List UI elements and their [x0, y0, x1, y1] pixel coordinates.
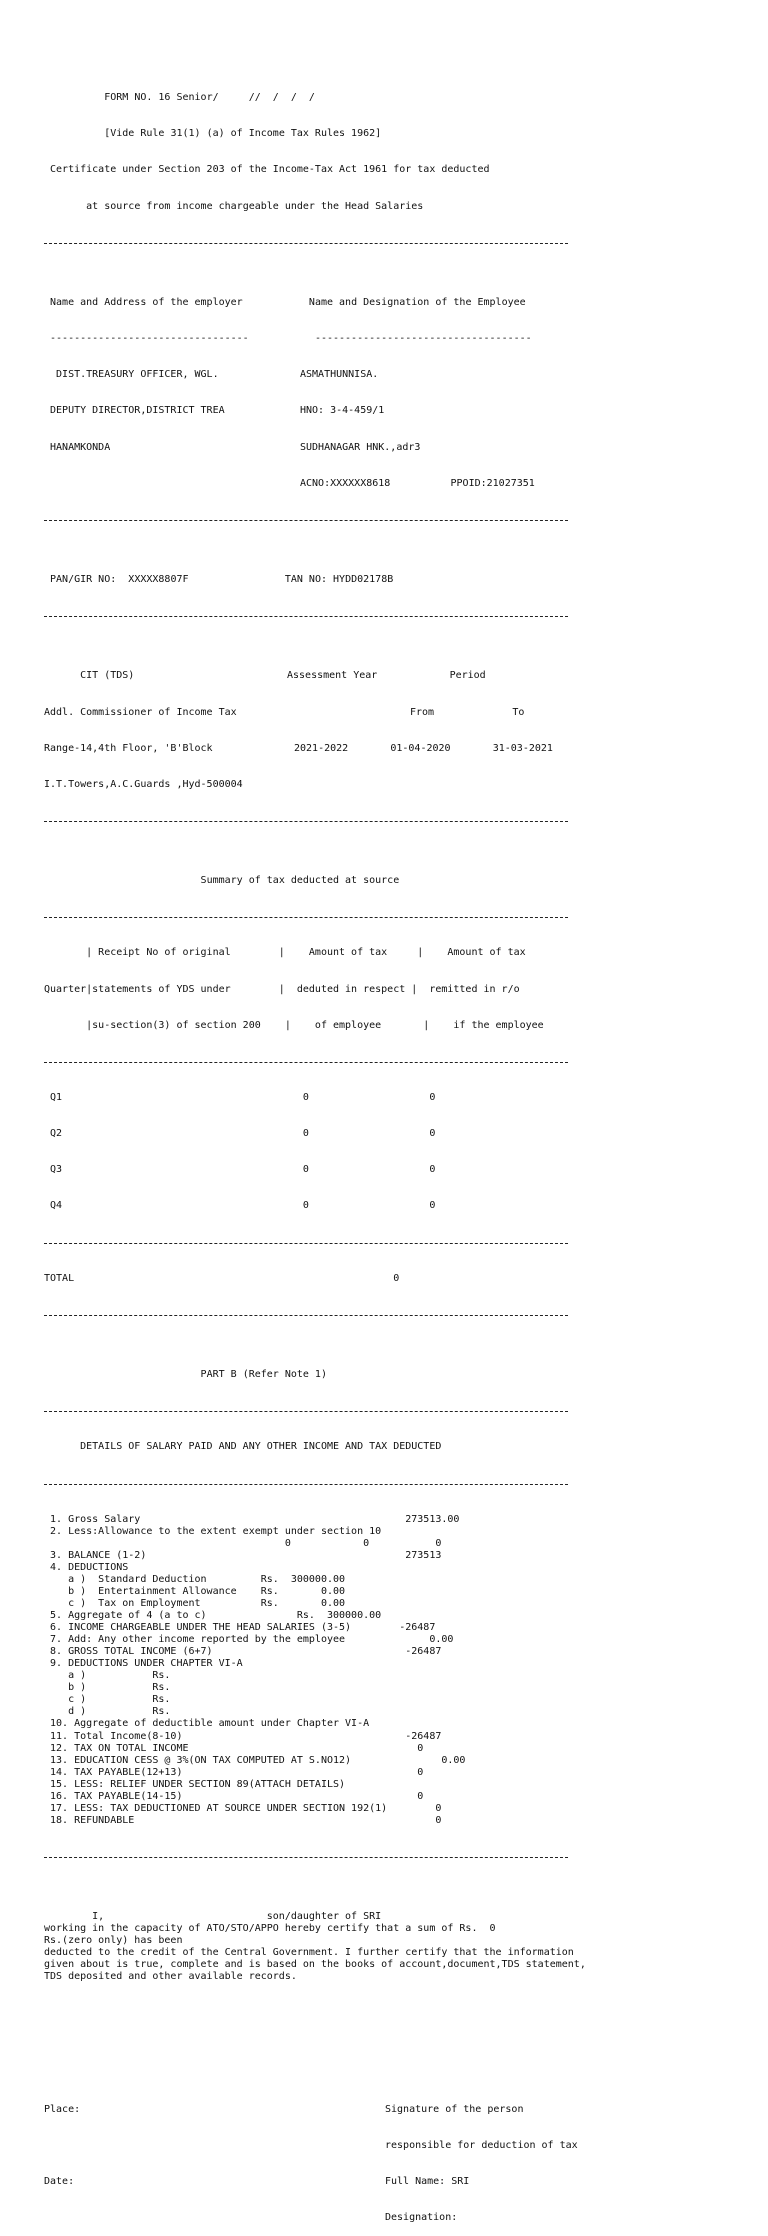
certificate-line-1: Certificate under Section 203 of the Income-Tax Act 1961 for tax deducted	[44, 164, 490, 176]
verification-text	[44, 1911, 586, 1983]
signature-row-2	[44, 2140, 586, 2152]
parties-row	[44, 478, 586, 490]
salary-detail-line: 5. Aggregate of 4 (a to c) Rs. 300000.00	[44, 1610, 382, 1622]
salary-detail-line: c ) Tax on Employment Rs. 0.00	[44, 1598, 346, 1609]
employer-heading: Name and Address of the employer	[44, 296, 243, 308]
cit-row-3: I.T.Towers,A.C.Guards ,Hyd-500004	[44, 778, 243, 790]
salary-detail-line: 10. Aggregate of deductible amount under Chapter VI-A	[44, 1718, 370, 1730]
summary-header-line: |su-section(3) of section 200 | of employee | if the employee	[44, 1019, 544, 1031]
cit-heading: CIT (TDS)	[44, 670, 135, 682]
parties-row	[44, 369, 586, 381]
total-label: TOTAL	[44, 1272, 75, 1284]
salary-detail-line: 15. LESS: RELIEF UNDER SECTION 89(ATTACH DETAILS)	[44, 1778, 346, 1790]
employee-line: ASMATHUNNISA.	[300, 369, 379, 381]
salary-detail-line: 0 0 0	[44, 1537, 442, 1549]
signature-row-1	[44, 2104, 586, 2116]
amount-deducted: 0	[302, 1164, 309, 1176]
salary-detail-line: 12. TAX ON TOTAL INCOME 0	[44, 1742, 424, 1754]
full-name: Full Name: SRI	[385, 2176, 470, 2188]
salary-detail-line: 1. Gross Salary 273513.00	[44, 1513, 460, 1525]
divider	[44, 237, 586, 249]
summary-row	[44, 1128, 586, 1140]
divider	[44, 815, 586, 827]
salary-detail-line: 9. DEDUCTIONS UNDER CHAPTER VI-A	[44, 1658, 243, 1670]
summary-row	[44, 1164, 586, 1176]
divider	[44, 1309, 586, 1321]
tan-label: TAN NO:	[284, 574, 327, 586]
salary-detail-line: 8. GROSS TOTAL INCOME (6+7) -26487	[44, 1646, 442, 1658]
verification-line: Rs.(zero only) has been	[44, 1935, 183, 1947]
part-b-heading: DETAILS OF SALARY PAID AND ANY OTHER INCOME AND TAX DEDUCTED	[80, 1441, 442, 1453]
to-label: To	[512, 706, 525, 718]
pan-value: XXXXX8807F	[128, 574, 189, 586]
salary-detail-line: 16. TAX PAYABLE(14-15) 0	[44, 1790, 424, 1802]
salary-detail-line: c ) Rs.	[44, 1694, 171, 1706]
amount-remitted: 0	[429, 1164, 436, 1176]
pan-label: PAN/GIR NO:	[44, 574, 117, 586]
salary-detail-line: 11. Total Income(8-10) -26487	[44, 1730, 442, 1742]
employee-heading: Name and Designation of the Employee	[308, 296, 526, 308]
form-title: FORM NO. 16 Senior/ // / / /	[104, 92, 315, 104]
divider	[44, 911, 586, 923]
designation: Designation:	[385, 2212, 458, 2224]
verification-line: I, son/daughter of SRI	[44, 1911, 382, 1923]
salary-detail-line: 7. Add: Any other income reported by the employee 0.00	[44, 1634, 454, 1646]
divider	[44, 1851, 586, 1863]
cit-heading-row	[44, 670, 586, 682]
employer-line: DIST.TREASURY OFFICER, WGL.	[44, 369, 219, 381]
verification-line: given about is true, complete and is based on the books of account,document,TDS statement,	[44, 1959, 586, 1971]
salary-detail-line: d ) Rs.	[44, 1706, 171, 1718]
assessment-year-value: 2021-2022	[294, 742, 349, 754]
quarter-label: Q2	[50, 1128, 63, 1140]
place-label: Place:	[44, 2103, 81, 2115]
divider	[44, 1405, 586, 1417]
verification-line: working in the capacity of ATO/STO/APPO hereby certify that a sum of Rs. 0	[44, 1923, 496, 1935]
divider	[44, 1478, 586, 1490]
salary-detail-line: a ) Rs.	[44, 1670, 171, 1682]
cit-row-1	[44, 707, 586, 719]
salary-detail-line: 4. DEDUCTIONS	[44, 1561, 129, 1573]
amount-remitted: 0	[429, 1200, 436, 1212]
amount-remitted: 0	[429, 1092, 436, 1104]
cit-address-line: Range-14,4th Floor, 'B'Block	[44, 742, 213, 754]
salary-detail-line: b ) Entertainment Allowance Rs. 0.00	[44, 1585, 346, 1597]
certificate-line-2: at source from income chargeable under the Head Salaries	[86, 200, 424, 212]
form16-document	[44, 56, 586, 2236]
salary-detail-line: a ) Standard Deduction Rs. 300000.00	[44, 1573, 346, 1585]
employer-line: DEPUTY DIRECTOR,DISTRICT TREA	[44, 405, 225, 417]
salary-detail-line: 18. REFUNDABLE 0	[44, 1814, 442, 1826]
summary-total-row	[44, 1273, 586, 1285]
amount-remitted: 0	[429, 1128, 436, 1140]
divider	[44, 1237, 586, 1249]
amount-deducted: 0	[302, 1128, 309, 1140]
summary-row	[44, 1200, 586, 1212]
divider	[44, 1056, 586, 1068]
salary-detail-line: 14. TAX PAYABLE(12+13) 0	[44, 1766, 424, 1778]
period-from-value: 01-04-2020	[390, 742, 451, 754]
assessment-year-heading: Assessment Year	[287, 670, 378, 682]
employer-line: HANAMKONDA	[44, 441, 111, 453]
salary-detail-line: 6. INCOME CHARGEABLE UNDER THE HEAD SALARIES (3-5) -26487	[44, 1622, 436, 1634]
salary-detail-line: 3. BALANCE (1-2) 273513	[44, 1549, 442, 1561]
total-value: 0	[393, 1272, 400, 1284]
parties-row	[44, 442, 586, 454]
salary-detail-line: 13. EDUCATION CESS @ 3%(ON TAX COMPUTED AT S.NO12) 0.00	[44, 1754, 466, 1766]
amount-deducted: 0	[302, 1092, 309, 1104]
employee-line: ACNO:XXXXXX8618 PPOID:21027351	[300, 477, 535, 489]
employee-line: HNO: 3-4-459/1	[300, 405, 385, 417]
divider	[44, 514, 586, 526]
signature-row-3	[44, 2176, 586, 2188]
summary-header-line: | Receipt No of original | Amount of tax | Amount of tax	[44, 947, 526, 959]
part-b-title: PART B (Refer Note 1)	[200, 1369, 327, 1381]
cit-row-2	[44, 743, 586, 755]
signature-line: Signature of the person	[385, 2103, 524, 2115]
salary-detail-line: b ) Rs.	[44, 1682, 171, 1694]
quarter-label: Q1	[50, 1092, 63, 1104]
summary-row	[44, 1092, 586, 1104]
parties-row	[44, 405, 586, 417]
cit-address-line: Addl. Commissioner of Income Tax	[44, 706, 237, 718]
quarter-label: Q3	[50, 1164, 63, 1176]
summary-title: Summary of tax deducted at source	[200, 875, 400, 887]
divider	[44, 610, 586, 622]
from-label: From	[410, 706, 435, 718]
period-to-value: 31-03-2021	[492, 742, 553, 754]
amount-deducted: 0	[302, 1200, 309, 1212]
parties-heading	[44, 297, 586, 309]
salary-details	[44, 1514, 586, 1827]
quarter-label: Q4	[50, 1200, 63, 1212]
signature-row-4	[44, 2212, 586, 2224]
parties-heading-rule: --------------------------------- ------------------------------------	[44, 333, 532, 345]
form-rule: [Vide Rule 31(1) (a) of Income Tax Rules 1962]	[104, 128, 382, 140]
signature-line: responsible for deduction of tax	[385, 2140, 578, 2152]
salary-detail-line: 17. LESS: TAX DEDUCTIONED AT SOURCE UNDER SECTION 192(1) 0	[44, 1802, 442, 1814]
pan-tan-row	[44, 574, 586, 586]
date-label: Date:	[44, 2176, 75, 2188]
employee-line: SUDHANAGAR HNK.,adr3	[300, 441, 421, 453]
tan-value: HYDD02178B	[333, 574, 394, 586]
salary-detail-line: 2. Less:Allowance to the extent exempt under section 10	[44, 1525, 382, 1537]
verification-line: deducted to the credit of the Central Government. I further certify that the information	[44, 1947, 574, 1959]
verification-line: TDS deposited and other available records.	[44, 1971, 297, 1983]
summary-header-line: Quarter|statements of YDS under | deduted in respect | remitted in r/o	[44, 983, 520, 995]
period-heading: Period	[449, 670, 486, 682]
